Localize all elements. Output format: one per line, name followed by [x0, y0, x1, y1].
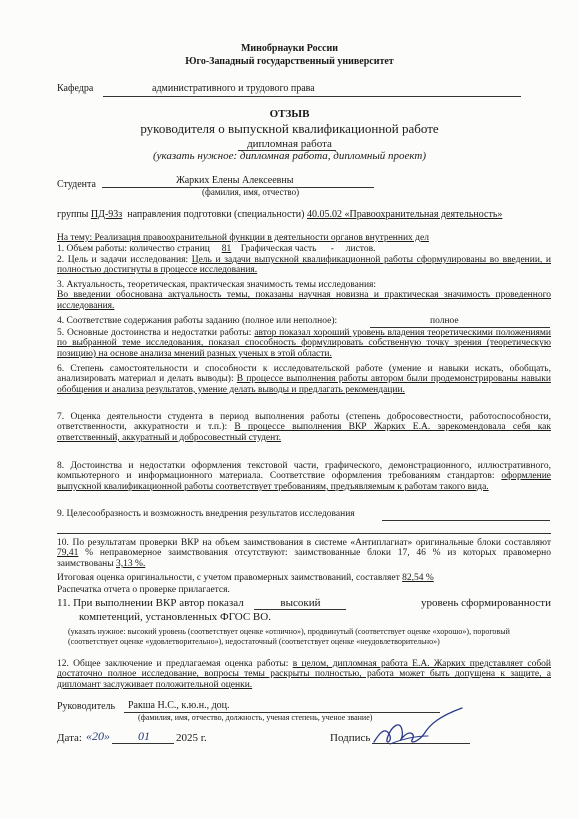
item-12: 12. Общее заключение и предлагаемая оценка работы: в целом, дипломная работа Е.А. Жарких представляет собой достаточно полное исследование, вопросы темы раскрыты полностью, работа может быть допущена к защите, а дипломант заслуживает положительной оценки. — [57, 659, 551, 690]
department-value: административного и трудового права — [152, 83, 315, 94]
doc-title: ОТЗЫВ — [269, 108, 310, 120]
supervisor-label: Руководитель — [57, 701, 116, 712]
supervisor-name: Ракша Н.С., к.ю.н., доц. — [128, 700, 230, 711]
item-4: 4. Соответствие содержания работы заданию (полное или неполное): — [57, 316, 338, 326]
original-percent: 79,41 — [57, 548, 79, 559]
competence-level: высокий — [254, 597, 346, 610]
student-caption: (фамилия, имя, отчество) — [202, 187, 300, 197]
supervisor-caption: (фамилия, имя, отчество, должность, ученая степень, ученое звание) — [138, 713, 373, 722]
group-line: группы ПД-93з направления подготовки (специальности) 40.05.02 «Правоохранительная деятельность» — [57, 209, 503, 220]
item-4-value: полное — [430, 316, 459, 326]
group-direction: 40.05.02 «Правоохранительная деятельность» — [306, 209, 503, 220]
item-11: 11. При выполнении ВКР автор показал высокий уровень сформированности — [57, 597, 551, 609]
ministry-name: Минобрнауки России — [240, 43, 339, 54]
item-11-hint: (указать нужное: высокий уровень (соответствует оценке «отлично»), продвинутый (соответствует оценке «хорошо»), пороговый (соответствует оценке «удовлетворительно»), недостаточный (соответствует оценке «неудовлетворительно») — [68, 627, 510, 646]
item-3: 3. Актуальность, теоретическая, практическая значимость темы исследования: Во введении обоснована актуальность темы, показаны научная новизна и практическая значимость проведенного исследования. — [57, 280, 551, 311]
date-year: 2025 г. — [176, 732, 207, 744]
work-type-hint: (указать нужное: дипломная работа, дипломный проект) — [152, 150, 427, 162]
item-8: 8. Достоинства и недостатки оформления текстовой части, графического, демонстрационного, иллюстративного, компьютерного и информационного материала. Соответствие оформления требованиям стандартов: оформление выпускной квалификационной работы соответствует требованиям, предъявляемым к работам такого вида. — [57, 461, 551, 492]
item-9-underline-2 — [57, 533, 551, 534]
item-6: 6. Степень самостоятельности и способности к исследовательской работе (умение и навыки искать, обобщать, анализировать материал и делать выводы): В процессе выполнения работы автором были продемонстрированы навыки обобщения и анализа результатов, умение делать выводы и предлагать рекомендации. — [57, 364, 551, 395]
item-11-cont: компетенций, установленных ФГОС ВО. — [79, 611, 271, 623]
legit-percent: 3,13 %. — [116, 558, 146, 569]
student-name: Жарких Елены Алексеевны — [176, 175, 294, 186]
item-2: 2. Цель и задачи исследования: Цель и задачи выпускной квалификационной работы сформулированы во введении, и полностью достигнуты в процессе исследования. — [57, 255, 552, 276]
item-9: 9. Целесообразность и возможность внедрения результатов исследования — [57, 509, 355, 519]
date-label: Дата: — [57, 732, 82, 744]
theme-line: На тему: Реализация правоохранительной функции в деятельности органов внутренних дел — [57, 233, 429, 243]
item-1: 1. Объем работы: количество страниц 81 Графическая часть - листов. — [57, 244, 376, 254]
item-10: 10. По результатам проверки ВКР на объем заимствования в системе «Антиплагиат» оригинальные блоки составляют 79,41 % неправомерное заимствования отсутствуют: заимствованные блоки 17, 46 % из которых правомерно заимствованы 3,13 %. — [57, 538, 551, 569]
date-month-underline — [112, 743, 174, 744]
handwritten-signature — [370, 706, 470, 752]
date-month: 01 — [138, 729, 150, 743]
pages-count: 81 — [221, 244, 232, 254]
university-name: Юго-Западный государственный университет — [185, 56, 394, 67]
item-10-total: Итоговая оценка оригинальности, с учетом правомерных заимствований, составляет 82,54 % — [57, 573, 434, 583]
student-label: Студента — [57, 179, 96, 190]
item-10-printout: Распечатка отчета о проверке прилагается. — [57, 585, 230, 595]
department-underline — [103, 96, 521, 97]
signature-label: Подпись — [330, 732, 371, 744]
doc-subtitle: руководителя о выпускной квалификационной работе — [140, 121, 439, 136]
work-type: дипломная работа — [247, 138, 332, 150]
item-5: 5. Основные достоинства и недостатки работы: автор показал хороший уровень владения теоретическими положениями по выбранной теме исследования, показал способность формулировать собственную точку зрения (теоретическую позицию) на основе анализа мнений разных ученых в этой области. — [57, 328, 551, 359]
total-percent: 82,54 % — [402, 573, 434, 583]
date-day: «20» — [86, 729, 110, 743]
item-7: 7. Оценка деятельности студента в период выполнения работы (степень добросовестности, работоспособности, ответственности, аккуратности и т.п.): В процессе выполнения ВКР Жарких Е.А. зарекомендовала себя как ответственный, аккуратный и добросовестный студент. — [57, 412, 551, 443]
department-label: Кафедра — [57, 83, 94, 94]
group-code: ПД-93з — [90, 209, 123, 220]
item-9-underline — [382, 520, 550, 521]
